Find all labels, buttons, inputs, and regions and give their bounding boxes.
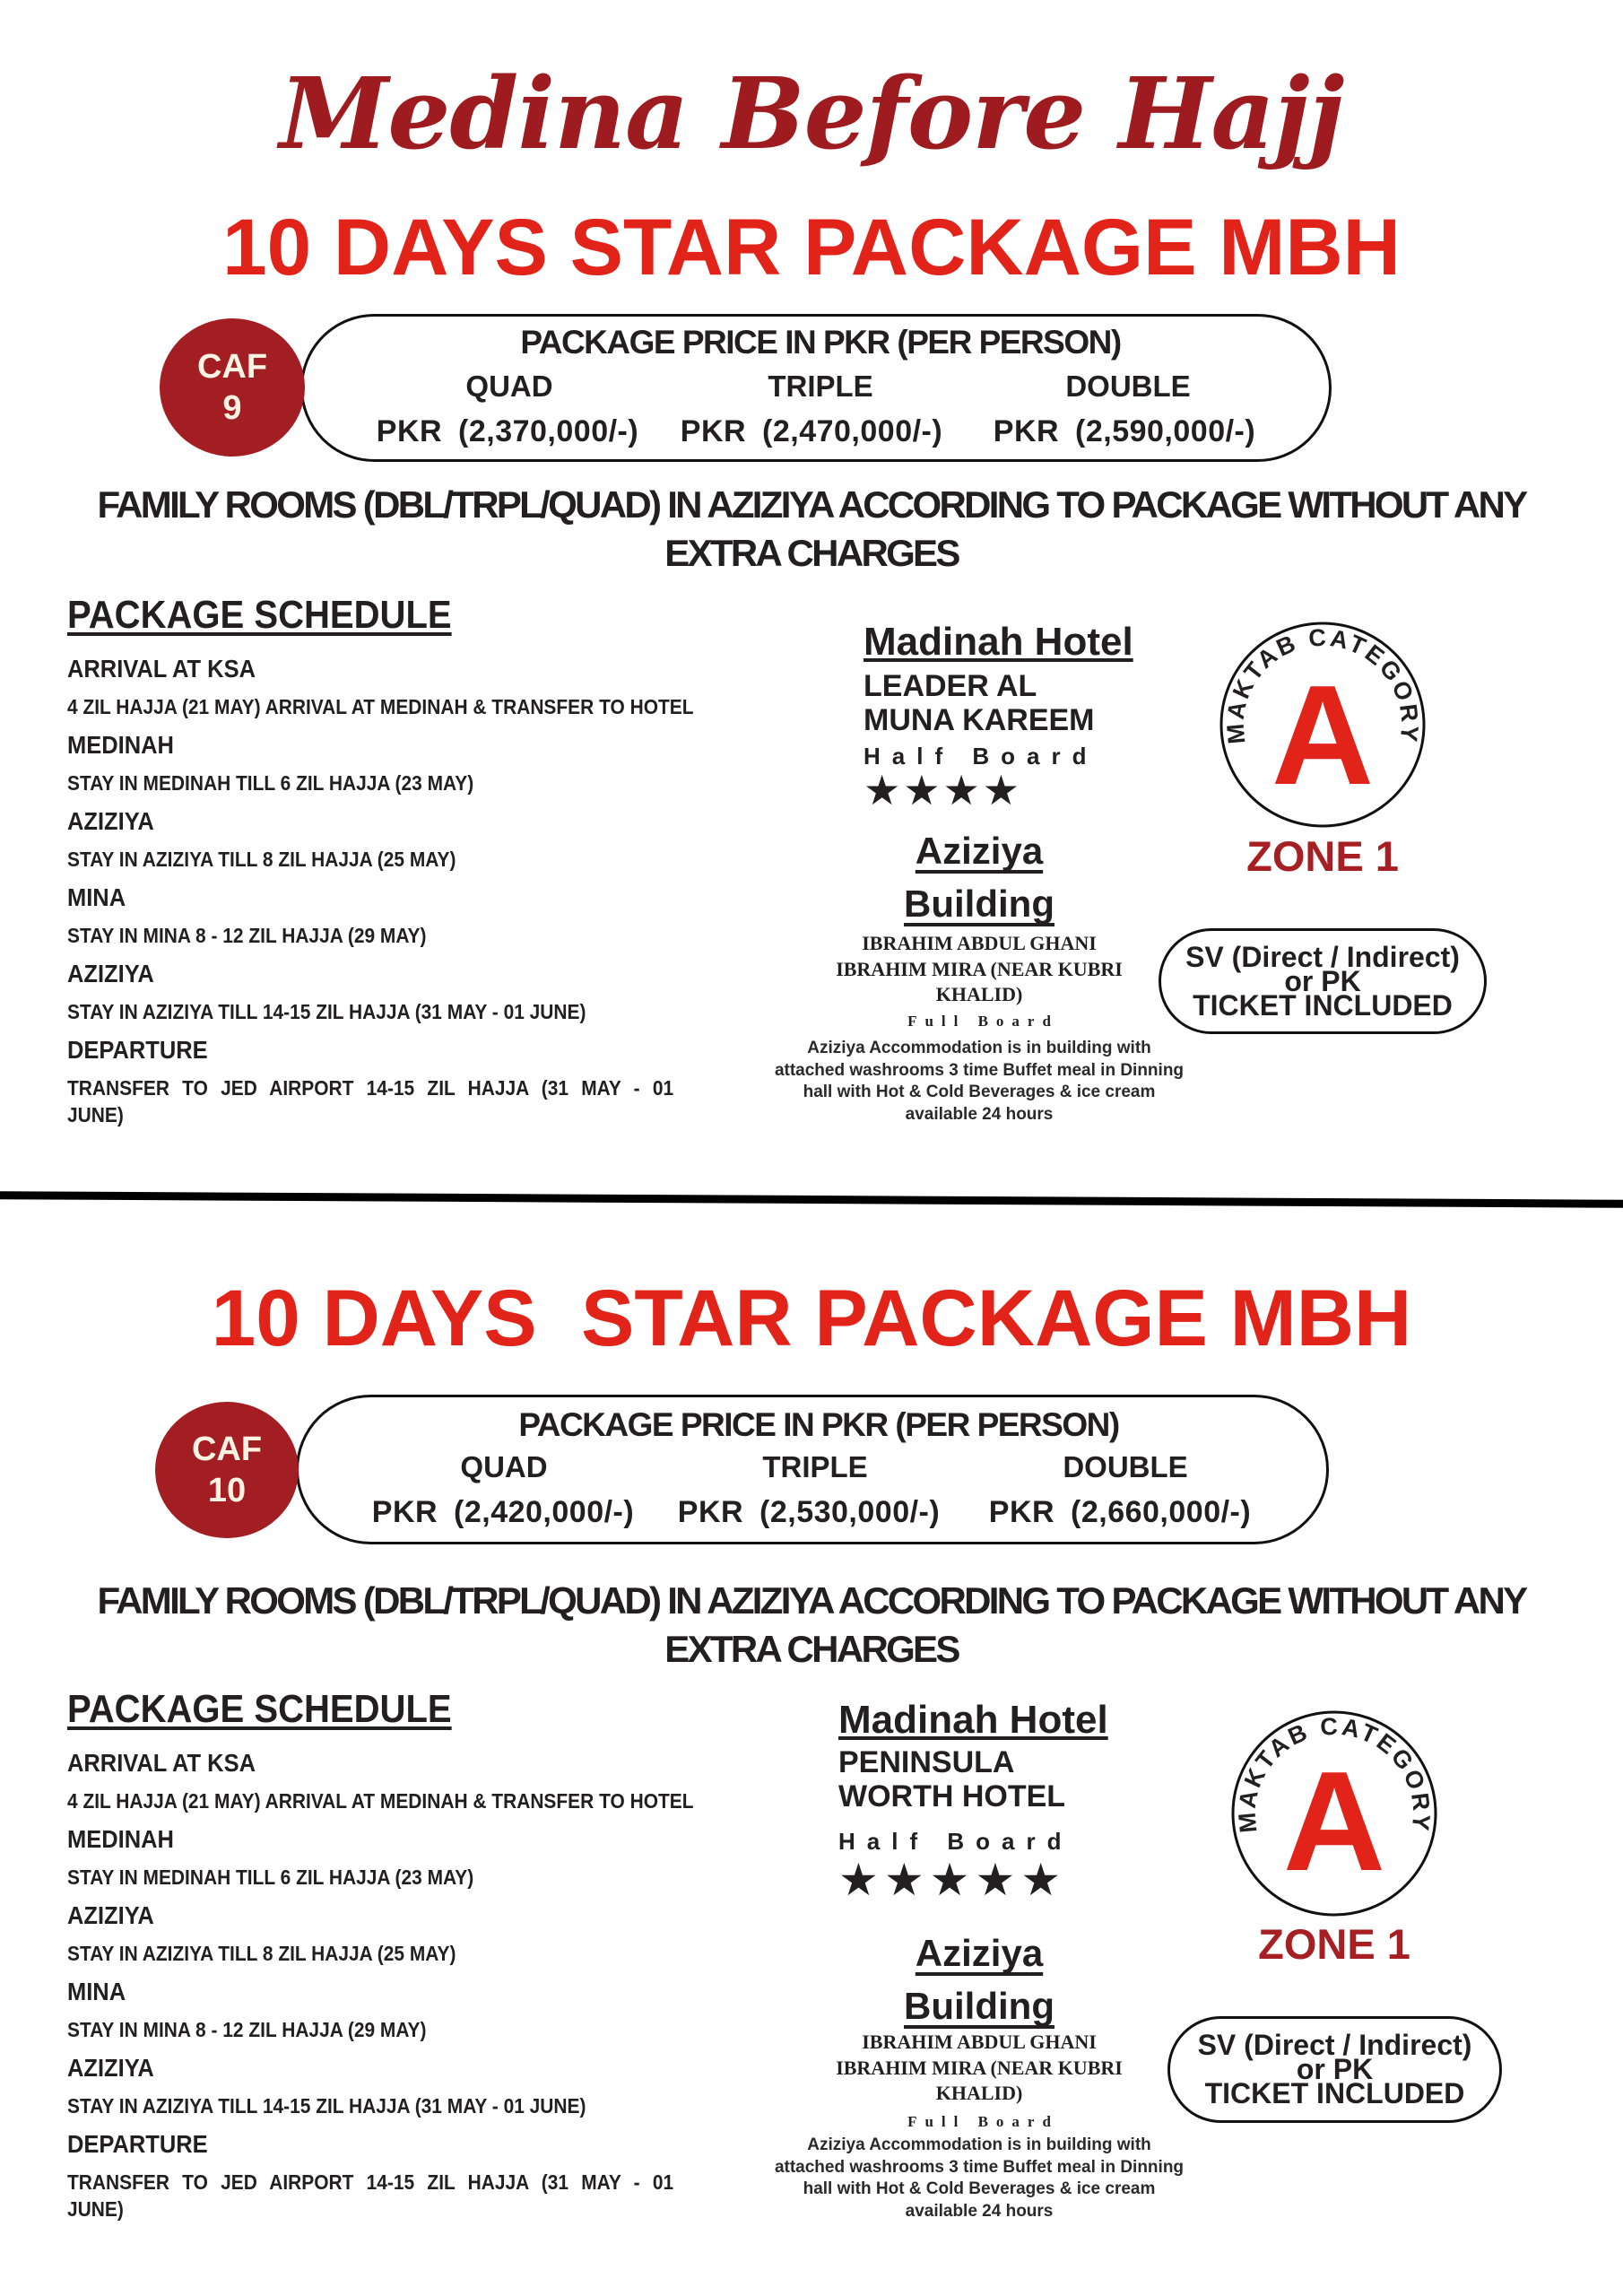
madinah-hotel-heading: Madinah Hotel [838, 1698, 1108, 1742]
schedule-item-detail [67, 2011, 752, 2048]
price-triple: PKR (2,530,000/-) [677, 1495, 941, 1529]
ticket-line: TICKET INCLUDED [1193, 988, 1453, 1022]
madinah-hotel-heading: Madinah Hotel [864, 620, 1133, 664]
schedule-item-title: AZIZIYA [67, 807, 154, 835]
address-line: KHALID) [935, 983, 1023, 1005]
detail-line: STAY IN MEDINAH TILL 6 ZIL HAJJA (23 MAY) [67, 771, 474, 795]
detail-line: STAY IN AZIZIYA TILL 14-15 ZIL HAJJA (31 MAY - 01 JUNE) [67, 2094, 586, 2118]
detail-line: STAY IN MINA 8 - 12 ZIL HAJJA (29 MAY) [67, 924, 427, 947]
aziziya-address [800, 931, 1159, 1008]
madinah-board-type: Half Board [838, 1828, 1073, 1855]
package-title: 10 DAYS STAR PACKAGE MBH [211, 1273, 1412, 1362]
description-line: attached washrooms 3 time Buffet meal in Dinning [774, 1060, 1185, 1080]
family-rooms-line: FAMILY ROOMS (DBL/TRPL/QUAD) IN AZIZIYA ACCORDING TO PACKAGE WITHOUT ANY [97, 1579, 1526, 1622]
package-title: 10 DAYS STAR PACKAGE MBH [222, 202, 1401, 291]
description-line: hall with Hot & Cold Beverages & ice cream [803, 2179, 1156, 2198]
section-divider [0, 1191, 1623, 1208]
caf-label: CAF [196, 348, 268, 386]
description-line: Aziziya Accommodation is in building with [807, 2135, 1151, 2154]
schedule-item-detail [67, 1782, 752, 1820]
detail-line: TRANSFER TO JED AIRPORT 14-15 ZIL HAJJA (31 MAY - 01 [67, 1076, 674, 1100]
address-line: IBRAHIM ABDUL GHANI [862, 932, 1097, 954]
description-line: available 24 hours [905, 1104, 1054, 1124]
schedule-item-title: MEDINAH [67, 731, 174, 759]
room-type-quad: QUAD [465, 370, 553, 403]
maktab-label: MAKTAB CATEGORY [1233, 1712, 1436, 1835]
description-line: Aziziya Accommodation is in building with [807, 1039, 1151, 1057]
detail-line: STAY IN AZIZIYA TILL 8 ZIL HAJJA (25 MAY) [67, 848, 456, 871]
detail-line: 4 ZIL HAJJA (21 MAY) ARRIVAL AT MEDINAH & TRANSFER TO HOTEL [67, 695, 694, 718]
room-type-quad: QUAD [460, 1450, 548, 1483]
schedule-item-detail [67, 1858, 752, 1896]
schedule-item-detail [67, 840, 752, 878]
detail-line: STAY IN MEDINAH TILL 6 ZIL HAJJA (23 MAY) [67, 1866, 474, 1889]
address-line: IBRAHIM ABDUL GHANI [862, 2031, 1097, 2053]
aziziya-board-type: Full Board [907, 2113, 1059, 2130]
madinah-board-type: Half Board [864, 743, 1098, 770]
schedule-item-detail [67, 2087, 752, 2125]
aziziya-address [800, 2030, 1159, 2107]
star-rating-icon: ★★★★ [864, 766, 1022, 814]
package-schedule [67, 593, 752, 1128]
schedule-item-title: AZIZIYA [67, 960, 154, 987]
schedule-heading: PACKAGE SCHEDULE [67, 593, 452, 637]
price-quad: PKR (2,370,000/-) [376, 414, 639, 448]
room-type-triple: TRIPLE [762, 1450, 868, 1483]
price-triple: PKR (2,470,000/-) [680, 414, 943, 448]
maktab-category-letter: A [1271, 657, 1375, 814]
schedule-item-detail [67, 993, 752, 1031]
schedule-item-title: DEPARTURE [67, 1036, 208, 1064]
family-rooms-line: EXTRA CHARGES [664, 532, 959, 574]
hotel-name-line: PENINSULA [838, 1745, 1015, 1779]
schedule-item-title: MINA [67, 1978, 126, 2005]
star-rating-icon: ★★★★★ [838, 1854, 1067, 1906]
caf-number: 9 [222, 389, 242, 427]
aziziya-building-heading [845, 1926, 1114, 2032]
schedule-item-title: MINA [67, 883, 126, 911]
main-title: Medina Before Hajj [279, 56, 1344, 171]
schedule-heading: PACKAGE SCHEDULE [67, 1687, 452, 1731]
schedule-item-title: MEDINAH [67, 1825, 174, 1853]
schedule-item-title: ARRIVAL AT KSA [67, 655, 256, 683]
address-line: IBRAHIM MIRA (NEAR KUBRI [836, 957, 1123, 980]
caf-label: CAF [191, 1431, 263, 1468]
ticket-line: SV (Direct / Indirect) [1185, 940, 1460, 973]
family-rooms-note [0, 481, 1623, 578]
caf-badge [160, 318, 305, 457]
aziziya-building-heading [845, 824, 1114, 930]
ticket-line: TICKET INCLUDED [1204, 2077, 1465, 2109]
zone-label: ZONE 1 [1246, 832, 1399, 880]
aziziya-heading-text: Aziziya [915, 1932, 1044, 1974]
schedule-item-title: ARRIVAL AT KSA [67, 1749, 256, 1777]
schedule-item-title: AZIZIYA [67, 1901, 154, 1929]
caf-number: 10 [207, 1472, 247, 1509]
family-rooms-line: EXTRA CHARGES [664, 1628, 959, 1670]
maktab-label: MAKTAB CATEGORY [1221, 623, 1424, 746]
schedule-item-detail [67, 1935, 752, 1972]
family-rooms-note [0, 1577, 1623, 1674]
aziziya-description [755, 2135, 1203, 2222]
family-rooms-line: FAMILY ROOMS (DBL/TRPL/QUAD) IN AZIZIYA ACCORDING TO PACKAGE WITHOUT ANY [97, 483, 1526, 526]
hotel-name-line: LEADER AL [864, 669, 1037, 703]
ticket-included-badge [1159, 928, 1487, 1034]
schedule-item-title: DEPARTURE [67, 2130, 208, 2158]
schedule-item-detail [67, 764, 752, 802]
hotel-name-line: MUNA KAREEM [864, 703, 1095, 737]
price-double: PKR (2,590,000/-) [993, 414, 1256, 448]
detail-line: JUNE) [67, 1103, 124, 1126]
schedule-item-detail [67, 2163, 673, 2222]
aziziya-description [755, 1038, 1203, 1126]
detail-line: TRANSFER TO JED AIRPORT 14-15 ZIL HAJJA (31 MAY - 01 [67, 2170, 674, 2194]
ticket-line: SV (Direct / Indirect) [1197, 2029, 1472, 2061]
ticket-line: or PK [1284, 964, 1361, 997]
aziziya-heading-line [845, 1926, 1114, 1979]
caf-badge [155, 1402, 299, 1538]
madinah-hotel-name [838, 1745, 1065, 1813]
price-quad: PKR (2,420,000/-) [371, 1495, 635, 1529]
aziziya-heading-line [845, 1979, 1114, 2032]
hotel-name-line: WORTH HOTEL [838, 1779, 1066, 1813]
aziziya-board-type: Full Board [907, 1013, 1059, 1030]
address-line: KHALID) [935, 2082, 1023, 2104]
detail-line: STAY IN MINA 8 - 12 ZIL HAJJA (29 MAY) [67, 2018, 427, 2041]
schedule-item-detail [67, 688, 752, 726]
aziziya-heading-text: Aziziya [915, 830, 1044, 872]
ticket-line: or PK [1296, 2053, 1374, 2085]
madinah-hotel-name [864, 669, 1095, 737]
aziziya-heading-line [845, 877, 1114, 930]
aziziya-heading-text: Building [904, 883, 1055, 925]
ticket-included-badge [1167, 2016, 1502, 2123]
package-schedule [67, 1687, 752, 2222]
maktab-category-letter: A [1282, 1743, 1386, 1900]
aziziya-heading-line [845, 824, 1114, 877]
detail-line: STAY IN AZIZIYA TILL 8 ZIL HAJJA (25 MAY) [67, 1942, 456, 1965]
room-type-double: DOUBLE [1065, 370, 1191, 403]
description-line: attached washrooms 3 time Buffet meal in Dinning [774, 2157, 1185, 2177]
room-type-double: DOUBLE [1063, 1450, 1188, 1483]
price-double: PKR (2,660,000/-) [988, 1495, 1252, 1529]
schedule-item-title: AZIZIYA [67, 2054, 154, 2082]
aziziya-heading-text: Building [904, 1985, 1055, 2027]
address-line: IBRAHIM MIRA (NEAR KUBRI [836, 2056, 1123, 2079]
description-line: hall with Hot & Cold Beverages & ice cream [803, 1083, 1156, 1101]
room-type-triple: TRIPLE [768, 370, 873, 403]
schedule-item-detail [67, 1069, 673, 1128]
description-line: available 24 hours [905, 2201, 1054, 2221]
price-heading: PACKAGE PRICE IN PKR (PER PERSON) [518, 1406, 1119, 1443]
detail-line: 4 ZIL HAJJA (21 MAY) ARRIVAL AT MEDINAH & TRANSFER TO HOTEL [67, 1789, 694, 1813]
detail-line: JUNE) [67, 2197, 124, 2221]
price-heading: PACKAGE PRICE IN PKR (PER PERSON) [520, 324, 1121, 361]
detail-line: STAY IN AZIZIYA TILL 14-15 ZIL HAJJA (31 MAY - 01 JUNE) [67, 1000, 586, 1023]
schedule-item-detail [67, 917, 752, 954]
zone-label: ZONE 1 [1258, 1920, 1410, 1968]
